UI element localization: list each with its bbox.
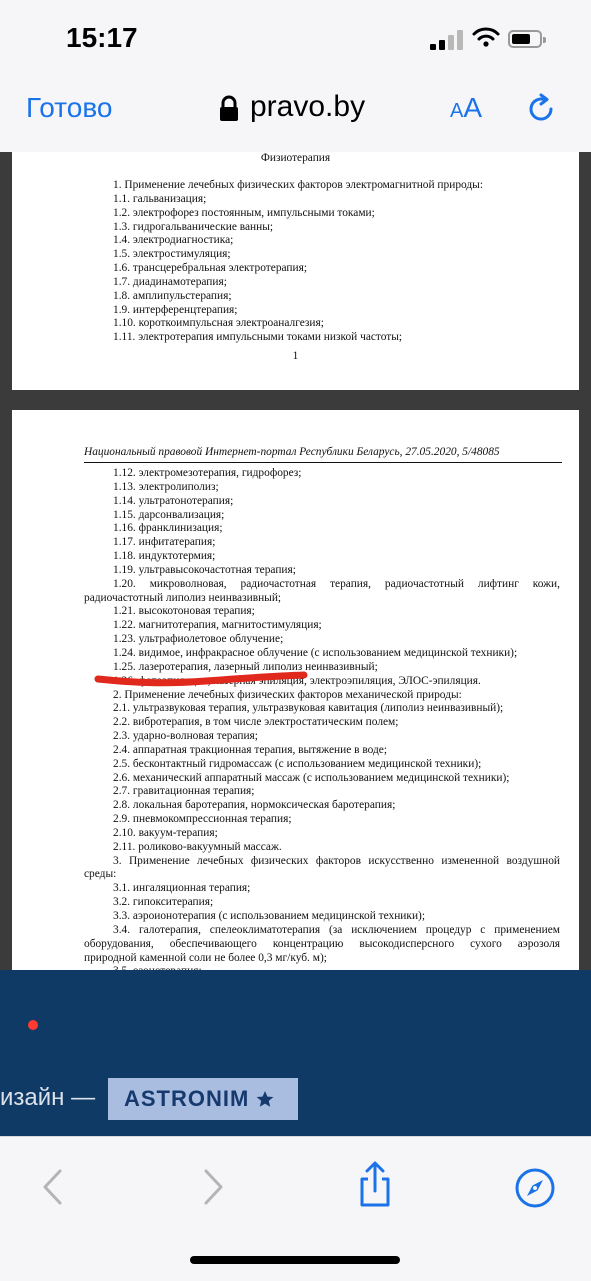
document-line: 1.24. видимое, инфракрасное облучение (с использованием медицинской техники);: [113, 646, 518, 659]
document-line: 1.26. фотоэпиляция, лазерная эпиляция, электроэпиляция, ЭЛОС-эпиляция.: [113, 674, 481, 687]
document-line: 1.20. микроволновая, радиочастотная терапия, радиочастотный лифтинг кожи,: [113, 577, 560, 590]
document-line: 2.11. роликово-вакуумный массаж.: [113, 840, 282, 853]
document-line: 1. Применение лечебных физических факторов электромагнитной природы:: [113, 179, 483, 191]
status-bar: [0, 0, 591, 80]
document-line: 1.11. электротерапия импульсными токами низкой частоты;: [113, 331, 403, 344]
ad-banner[interactable]: [0, 970, 591, 1136]
pdf-viewer[interactable]: [0, 152, 591, 970]
brand-name: ASTRONIM: [124, 1086, 250, 1111]
document-line: 1.23. ультрафиолетовое облучение;: [113, 633, 284, 646]
document-line: 3.1. ингаляционная терапия;: [113, 882, 251, 895]
document-line: 2.6. механический аппаратный массаж (с использованием медицинской техники);: [113, 771, 510, 784]
document-line: 1.18. индуктотермия;: [113, 550, 216, 563]
document-line: 1.10. короткоимпульсная электроаналгезия;: [113, 317, 324, 330]
url-label[interactable]: pravo.by: [250, 90, 366, 123]
star-icon: [256, 1090, 274, 1108]
document-line: 2. Применение лечебных физических факторов механической природы:: [113, 688, 462, 701]
document-line: 1.13. электролиполиз;: [113, 480, 219, 493]
lock-icon: [218, 96, 240, 122]
document-line: радиочастотный липолиз неинвазивный;: [84, 591, 282, 604]
document-line: 3. Применение лечебных физических факторов искусственно измененной воздушной: [113, 854, 560, 867]
document-line: 2.4. аппаратная тракционная терапия, вытяжение в воде;: [113, 743, 388, 756]
document-line: 2.7. гравитационная терапия;: [113, 785, 255, 798]
banner-text: изайн —: [0, 1084, 96, 1111]
document-line: 2.1. ультразвуковая терапия, ультразвуковая кавитация (липолиз неинвазивный);: [113, 702, 504, 715]
document-line: 1.12. электромезотерапия, гидрофорез;: [113, 467, 302, 479]
document-line: 2.10. вакуум-терапия;: [113, 826, 218, 839]
document-line: 1.2. электрофорез постоянным, импульсными токами;: [113, 206, 375, 219]
home-indicator: [190, 1256, 400, 1264]
document-line: 2.9. пневмокомпрессионная терапия;: [113, 813, 292, 826]
forward-arrow-icon[interactable]: [200, 1167, 226, 1212]
document-line: 1.25. лазеротерапия, лазерный липолиз неинвазивный;: [113, 660, 378, 673]
pdf-page-1: [12, 152, 579, 390]
document-line: 1.17. инфитатерапия;: [113, 536, 216, 549]
document-line: 1.19. ультравысокочастотная терапия;: [113, 563, 296, 576]
text-size-button[interactable]: [450, 92, 482, 124]
document-line: среды:: [84, 868, 117, 881]
document-line: природной каменной соли не более 0,3 мг/куб. м);: [84, 951, 327, 964]
document-line: 1.16. франклинизация;: [113, 522, 223, 535]
battery-icon: [508, 30, 542, 48]
document-line: 1.8. амплипульстерапия;: [113, 289, 232, 302]
document-line: 3.3. аэроионотерапия (с использованием медицинской техники);: [113, 910, 425, 922]
section-heading: Физиотерапия: [260, 152, 331, 164]
document-line: 1.22. магнитотерапия, магнитостимуляция;: [113, 619, 322, 632]
document-line: 1.14. ультратонотерапия;: [113, 494, 234, 507]
share-icon[interactable]: [356, 1161, 394, 1214]
reload-icon[interactable]: [524, 92, 558, 131]
document-line: 3.2. гипокситерапия;: [113, 896, 214, 909]
red-dot: [28, 1020, 38, 1030]
document-line: 2.8. локальная баротерапия, нормоксическая баротерапия;: [113, 799, 396, 812]
document-line: 1.9. интерференцтерапия;: [113, 303, 238, 316]
brand-logo[interactable]: [108, 1078, 298, 1120]
document-line: 1.1. гальванизация;: [113, 192, 207, 205]
clock: 15:17: [66, 22, 138, 53]
page1-list: [113, 179, 483, 345]
document-line: 1.3. гидрогальванические ванны;: [113, 220, 274, 233]
document-line: оборудования, обеспечивающего концентрацию высокодисперсного сухого аэрозоля: [84, 937, 560, 950]
document-line: 1.15. дарсонвализация;: [113, 508, 225, 521]
document-line: 2.2. вибротерапия, в том числе электростатическим полем;: [113, 716, 399, 729]
back-arrow-icon[interactable]: [40, 1167, 66, 1212]
page-number: 1: [292, 350, 299, 362]
compass-icon[interactable]: [514, 1167, 556, 1214]
document-line: 1.7. диадинамотерапия;: [113, 275, 227, 288]
wifi-icon: [472, 26, 500, 53]
browser-nav-bar: [0, 80, 591, 152]
red-underline-annotation: [96, 669, 306, 695]
document-line: 3.4. галотерапия, спелеоклиматотерапия (за исключением процедур с применением: [113, 923, 560, 936]
document-line: 1.5. электростимуляция;: [113, 248, 231, 261]
pdf-page-2: [12, 410, 579, 1010]
document-line: 2.3. ударно-волновая терапия;: [113, 730, 258, 743]
page2-list: [84, 467, 560, 1007]
document-line: 1.21. высокотоновая терапия;: [113, 605, 255, 618]
cellular-signal-icon: [430, 30, 464, 50]
document-line: 2.5. бесконтактный гидромассаж (с использованием медицинской техники);: [113, 757, 482, 770]
done-button[interactable]: Готово: [26, 92, 113, 123]
aa-small-glyph: A: [450, 100, 464, 122]
document-line: 1.4. электродиагностика;: [113, 234, 234, 247]
page-header: Национальный правовой Интернет-портал Республики Беларусь, 27.05.2020, 5/48085: [84, 446, 562, 463]
aa-big-glyph: A: [463, 92, 483, 123]
document-line: 1.6. трансцеребральная электротерапия;: [113, 262, 308, 275]
